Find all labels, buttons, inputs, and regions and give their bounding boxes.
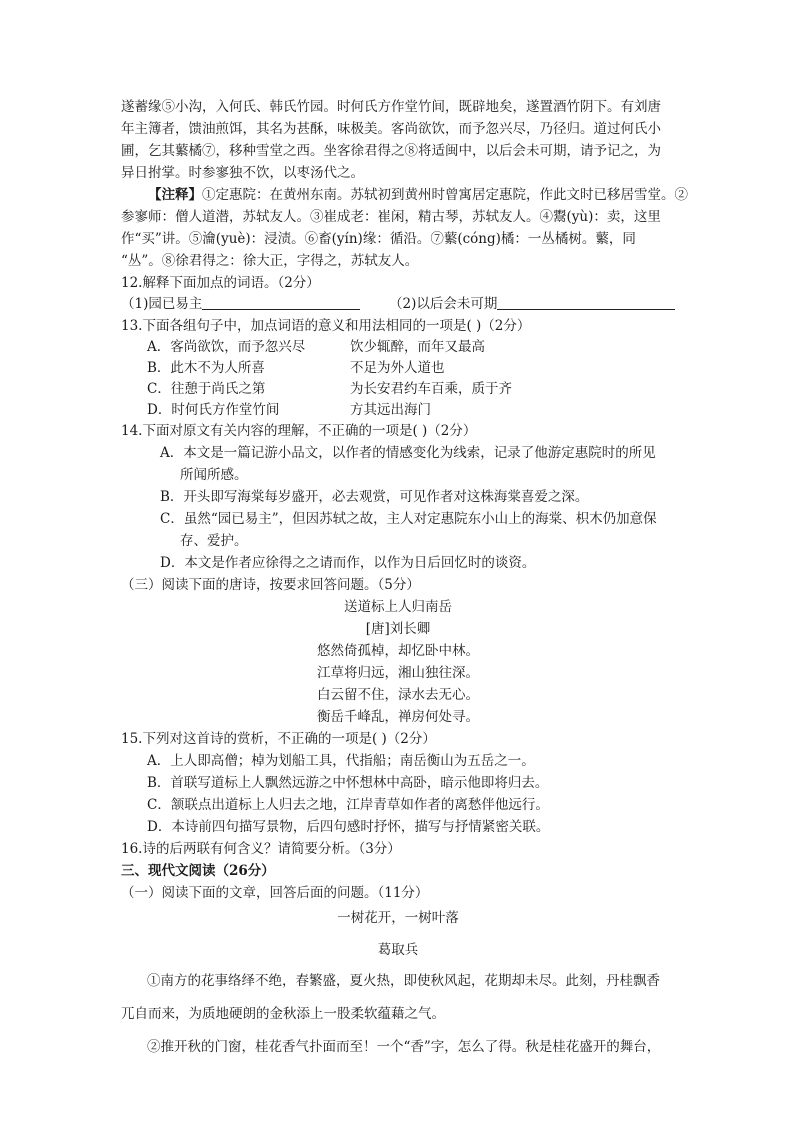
option-line: D．本文是作者应徐得之之请而作，以作为日后回忆时的谈资。 [160,555,536,571]
question-12-title: 12.解释下面加点的词语。（2分） [121,275,320,291]
option-a-left: A．客尚欲饮，而予忽兴尽 [147,339,306,355]
poem-line: 衡岳千峰乱，禅房何处寻。 [317,709,479,725]
poem-line: 悠然倚孤棹，却忆卧中林。 [317,643,479,659]
question-12-item-2: （2)以后会未可期 [389,294,675,314]
passage-line: 年主簿者，馈油煎饵，其名为甚酥，味极美。客尚欲饮，而予忽兴尽，乃径归。道过何氏小 [121,121,661,137]
option-d-left: D．时何氏方作堂竹间 [147,402,280,418]
article-paragraph-line: ②推开秋的门窗，桂花香气扑面而至！一个“香”字，怎么了得。秋是桂花盛开的舞台， [147,1039,661,1055]
option-line: C．颔联点出道标上人归去之地，江岸青草如作者的离愁伴他远行。 [147,797,549,813]
passage-line: 异日拊掌。时参寥独不饮，以枣汤代之。 [121,165,364,181]
article-title: 一树花开，一树叶落 [337,910,459,926]
option-b-right: 不足为外人道也 [350,360,445,376]
notes-line: 参寥师：僧人道潜，苏轼友人。③崔成老：崔闲，精古琴，苏轼友人。④鬻(yù)：卖，这里 [121,209,661,225]
option-line: A．上人即高僧；棹为划船工具，代指船；南岳衡山为五岳之一。 [147,753,535,769]
question-12-item-1: （1)园已易主 [121,294,360,314]
question-16-title: 16.诗的后两联有何含义？请简要分析。（3分） [121,841,401,857]
answer-blank[interactable] [497,295,675,310]
option-line: C．虽然“园已易主”，但因苏轼之故，主人对定惠院东小山上的海棠、枳木仍加意保 [160,511,657,527]
option-d-right: 方其远出海门 [350,402,431,418]
poem-author: [唐]刘长卿 [365,621,431,637]
option-c-right: 为长安君约车百乘，质于齐 [350,381,512,397]
subsection-heading: （一）阅读下面的文章，回答后面的问题。（11分） [121,885,429,901]
option-line: B．开头即写海棠每岁盛开，必去观赏，可见作者对这株海棠喜爱之深。 [160,489,589,505]
article-author: 葛取兵 [377,942,419,958]
option-line: 存、爱护。 [180,533,248,549]
question-14-title: 14.下面对原文有关内容的理解，不正确的一项是( )（2分） [121,423,477,439]
poem-line: 江草将归远，湘山独往深。 [317,665,479,681]
section-heading: 三、现代文阅读（26分） [121,863,275,879]
notes-label: 【注释】 [148,187,202,203]
question-15-title: 15.下列对这首诗的赏析，不正确的一项是( )（2分） [121,731,436,747]
notes-line: “丛”。⑧徐君得之：徐大正，字得之，苏轼友人。 [121,253,419,269]
question-13-title: 13.下面各组句子中，加点词语的意义和用法相同的一项是( )（2分） [121,318,531,334]
passage-line: 圃，乞其蘩橘⑦，移种雪堂之西。坐客徐君得之⑧将适闽中，以后会未可期，请予记之，为 [121,143,661,159]
passage-line: 遂蓄缘⑤小沟，入何氏、韩氏竹园。时何氏方作堂竹间，既辟地矣，遂置酒竹阴下。有刘唐 [121,99,661,115]
option-line: B．首联写道标上人飘然远游之中怀想林中高卧，暗示他即将归去。 [147,775,549,791]
option-b-left: B．此木不为人所喜 [147,360,265,376]
option-line: A．本文是一篇记游小品文，以作者的情感变化为线索，记录了他游定惠院时的所见 [160,445,656,461]
poem-section-heading: （三）阅读下面的唐诗，按要求回答问题。（5分） [121,577,420,593]
option-line: D．本诗前四句描写景物，后四句感时抒怀，描写与抒情紧密关联。 [147,819,550,835]
article-paragraph-line: ①南方的花事络绎不绝，春繁盛，夏火热，即使秋风起，花期却未尽。此刻，丹桂飘香 [147,973,660,989]
notes-line-1: 【注释】①定惠院：在黄州东南。苏轼初到黄州时曾寓居定惠院，作此文时已移居雪堂。② [148,187,688,203]
notes-line: 作“买”讲。⑤瀹(yuè)：浸渍。⑥畜(yín)缘：循沿。⑦蘩(cóng)橘：一丛橘树。蘩，同 [121,231,636,247]
option-c-left: C．往憩于尚氏之第 [147,381,266,397]
option-line: 所闻所感。 [180,467,248,483]
option-a-right: 饮少辄醉，而年又最高 [350,339,485,355]
poem-line: 白云留不住，渌水去无心。 [317,687,479,703]
poem-title: 送道标上人归南岳 [344,599,452,615]
article-paragraph-line: 兀自而来，为质地硬朗的金秋添上一股柔软蕴藉之气。 [121,1006,445,1022]
answer-blank[interactable] [202,295,360,310]
